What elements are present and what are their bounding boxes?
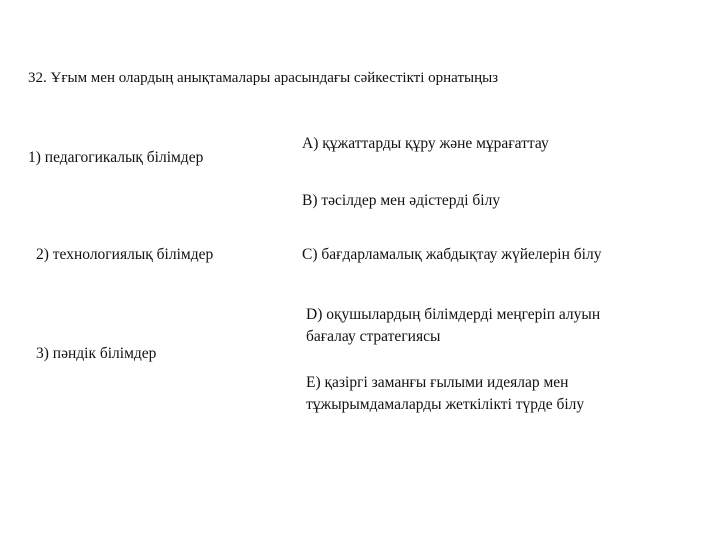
definition-item-a: [302, 133, 549, 155]
concept-item-2: 2) технологиялық білімдер: [36, 246, 214, 263]
definition-d-line-2: бағалау стратегиясы: [306, 328, 441, 345]
concept-item-3: 3) пәндік білімдер: [36, 345, 157, 362]
definition-d-line-1: D) оқушылардың білімдерді меңгеріп алуын: [306, 306, 601, 323]
definition-e-line-1: Е) қазіргі заманғы ғылыми идеялар мен: [306, 374, 569, 391]
definition-b-line-1: В) тәсілдер мен әдістерді білу: [302, 192, 501, 209]
definition-item-d: [306, 304, 600, 348]
definition-e-line-2: тұжырымдамаларды жеткілікті түрде білу: [306, 396, 585, 413]
definition-item-b: [302, 190, 500, 212]
definition-c-line-1: С) бағдарламалық жабдықтау жүйелерін білу: [302, 246, 602, 263]
definition-item-e: [306, 372, 584, 416]
concept-item-1: 1) педагогикалық білімдер: [28, 149, 204, 166]
question-title: 32. Ұғым мен олардың анықтамалары арасындағы сәйкестікті орнатыңыз: [28, 70, 499, 86]
definition-item-c: [302, 244, 601, 266]
definition-a-line-1: А) құжаттарды құру және мұрағаттау: [302, 135, 549, 152]
